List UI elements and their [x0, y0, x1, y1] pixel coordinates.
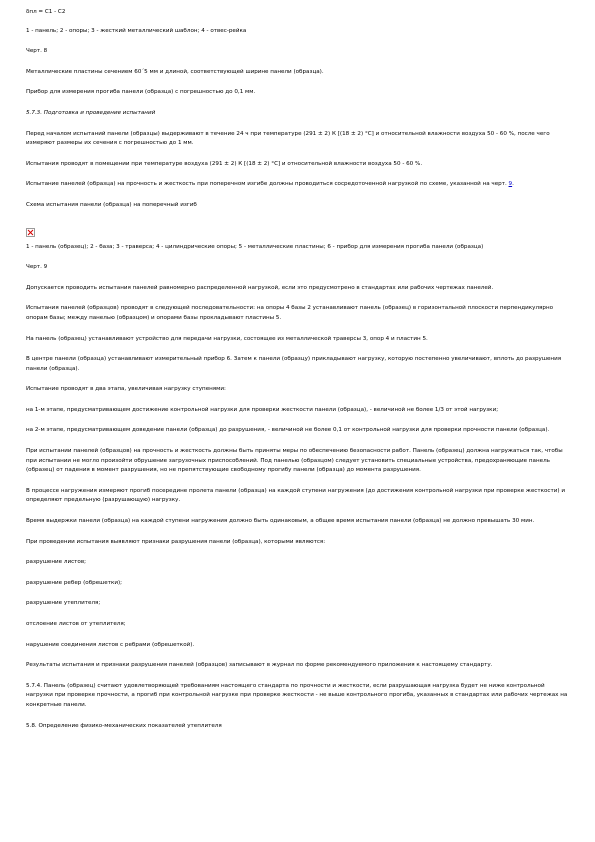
paragraph-stages: Испытание проводят в два этапа, увеличивая нагрузку ступенями: [26, 386, 226, 393]
broken-image-icon [26, 228, 35, 237]
paragraph-stage-2: на 2-м этапе, предусматривающем доведение панели (образца) до разрушения, - величиной не более 0,1 от контрольной нагрузки для проверки прочности панели (образца). [26, 427, 550, 434]
figure-9-link[interactable]: 9 [508, 181, 513, 188]
list-item: разрушение листов; [26, 559, 87, 566]
tests-scheme-end: . [512, 181, 514, 188]
paragraph-tests-scheme [26, 180, 569, 190]
paragraph-hold-time: Время выдержки панели (образца) на каждой ступени нагружения должно быть одинаковым, а общее время испытания панели (образца) не должно превышать 30 мин. [26, 518, 535, 525]
figure-8-caption: 1 - панель; 2 - опоры; 3 - жесткий металлический шаблон; 4 - отвес-рейка [26, 27, 247, 34]
section-heading-5-7-3: 5.7.3. Подготовка и проведение испытаний [26, 109, 156, 116]
paragraph-results: Результаты испытания и признаки разрушения панелей (образцов) записывают в журнал по форме рекомендуемого приложения к настоящему стандарту. [26, 662, 493, 669]
tests-scheme-text: Испытание панелей (образца) на прочность и жесткость при поперечном изгибе должны проводиться сосредоточенной нагрузкой по схеме, указанной на черт. [26, 181, 509, 188]
paragraph-device: Прибор для измерения прогиба панели (образца) с погрешностью до 0,1 мм. [26, 89, 256, 96]
figure-9-image [26, 222, 569, 234]
paragraph-test-sequence: Испытания панелей (образцов) проводят в следующей последовательности: на опоры 4 базы 2 устанавливают панель (образец) в горизонтальной плоскости перпендикулярно опорам базы; между панелью (образцом) и опорами базы прокладывают пластины 5. [26, 305, 554, 321]
paragraph-before-tests: Перед началом испытаний панели (образцы) выдерживают в течение 24 ч при температуре (291 ± 2) К [(18 ± 2) °С] и относительной влажности воздуха 50 - 60 %, после чего измеряют размеры их сечения с погрешностью до 1 мм. [26, 130, 550, 147]
list-item: разрушение утеплителя; [26, 600, 101, 607]
scheme-title: Схема испытания панели (образца) на поперечный изгиб [26, 201, 197, 208]
paragraph-stage-1: на 1-м этапе, предусматривающем достижение контрольной нагрузки для проверки жесткости панели (образца), - величиной не более 1/3 от этой нагрузки; [26, 406, 499, 413]
paragraph-failure-signs: При проведении испытания выявляют признаки разрушения панели (образца), которыми являются: [26, 538, 326, 545]
paragraph-traverse: На панель (образец) устанавливают устройство для передачи нагрузки, состоящее из металлической траверсы 3, опор 4 и пластин 5. [26, 335, 428, 342]
paragraph-deflection-measure: В процессе нагружения измеряют прогиб посередине пролета панели (образца) на каждой ступени нагружения (до достижения контрольной нагрузки при проверке жесткости) и определяют предельную (разрушающую) нагрузку. [26, 487, 565, 504]
figure-9-label: Черт. 9 [26, 264, 48, 271]
section-heading-5-8: 5.8. Определение физико-механических показателей утеплителя [26, 722, 222, 729]
paragraph-distributed-load: Допускается проводить испытания панелей равномерно распределенной нагрузкой, если это предусмотрено в стандартах или рабочих чертежах панелей. [26, 284, 494, 291]
formula: δпл = С1 - С2 [26, 9, 66, 15]
paragraph-room-conditions: Испытания проводят в помещении при температуре воздуха (291 ± 2) К [(18 ± 2) °С] и относительной влажности воздуха 50 - 60 %. [26, 160, 423, 167]
paragraph-safety: При испытании панелей (образцов) на прочность и жесткость должны быть приняты меры по обеспечению безопасности работ. Панель (образец) должна нагружаться так, чтобы при испытании не могло произойти обрушение загрузочных приспособлений. Под панелью (образцом) следует установить специальные устройства, предохраняющие панель (образец) от падения в момент разрушения, но не препятствующие свободному прогибу панели (образца) до момента разрушения. [26, 448, 563, 474]
figure-8-label: Черт. 8 [26, 48, 48, 55]
list-item: отслоение листов от утеплителя; [26, 621, 126, 627]
list-item: нарушение соединения листов с ребрами (обрешеткой). [26, 641, 195, 648]
list-item: разрушение ребер (обрешетки); [26, 579, 123, 586]
paragraph-plates: Металлические пластины сечением 60´5 мм и длиной, соответствующей ширине панели (образца). [26, 68, 324, 75]
paragraph-5-7-4: 5.7.4. Панель (образец) считают удовлетворяющей требованиям настоящего стандарта по прочности и жесткости, если разрушающая нагрузка будет не ниже контрольной нагрузки при проверке прочности, а прогиб при контрольной нагрузке при проверке жесткости - не выше контрольного прогиба, указанных в стандартах или рабочих чертежах на конкретные панели. [26, 682, 568, 708]
paragraph-center-device: В центре панели (образца) устанавливают измерительный прибор 6. Затем к панели (образцу) прикладывают нагрузку, которую постепенно увеличивают, вплоть до разрушения панели (образца). [26, 356, 562, 372]
figure-9-caption: 1 - панель (образец); 2 - база; 3 - траверса; 4 - цилиндрические опоры; 5 - металлические пластины; 6 - прибор для измерения прогиба панели (образца) [26, 243, 484, 250]
